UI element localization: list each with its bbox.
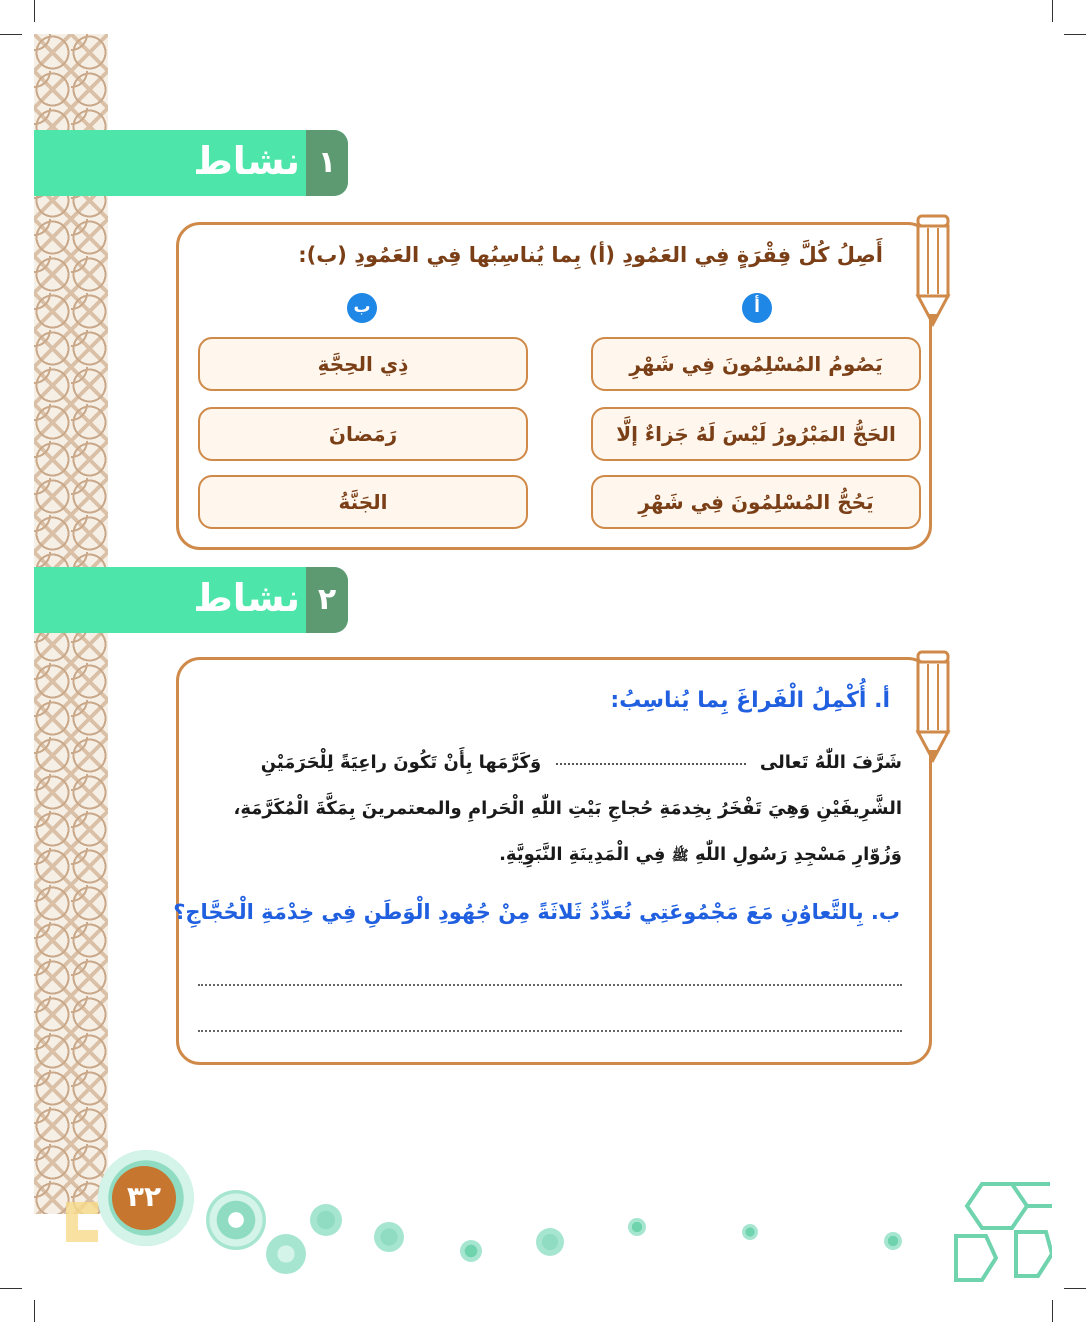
answer-line[interactable] <box>198 984 902 986</box>
crop-mark <box>1064 1288 1086 1289</box>
publisher-logo-icon <box>58 1196 106 1248</box>
part-a-text: أُكْمِلُ الْفَراغَ بِما يُناسِبُ: <box>610 688 867 713</box>
activity-1-banner <box>34 130 348 196</box>
answer-line[interactable] <box>198 1030 902 1032</box>
crop-mark <box>0 34 22 35</box>
pencil-icon <box>914 214 952 328</box>
activity-1-number: ١ <box>306 130 348 196</box>
activity-2-number: ٢ <box>306 567 348 633</box>
column-a-item[interactable]: الحَجُّ المَبْرُورُ لَيْسَ لَهُ جَزاءٌ إلَّا <box>591 407 921 461</box>
paragraph-line-3 <box>196 832 902 879</box>
column-b-item[interactable]: رَمَضانَ <box>198 407 528 461</box>
line-1-start: شَرَّفَ اللّٰهُ تَعالى <box>759 752 902 773</box>
crop-mark <box>1052 0 1053 22</box>
part-a-instruction <box>610 688 890 713</box>
column-b-item[interactable]: الجَنَّةُ <box>198 475 528 529</box>
paragraph-line-2: الشَّرِيفَيْنِ وَهِيَ تَفْخَرُ بِخِدمَةِ حُجاجِ بَيْتِ اللّٰهِ الْحَرامِ والمعتمرينَ بِمَكَّةَ الْمُكَرَّمَةِ، <box>233 798 902 819</box>
crop-mark <box>0 1288 22 1289</box>
column-a-item[interactable]: يَصُومُ المُسْلِمُونَ فِي شَهْرِ <box>591 337 921 391</box>
part-b-text: بِالتَّعاوُنِ مَعَ مَجْمُوعَتِي نُعَدِّدُ ثَلاثَةً مِنْ جُهُودِ الْوَطَنِ فِي خِدْمَةِ الْحُجَّاجِ؟ <box>173 900 864 924</box>
flower-ornament <box>884 1232 902 1250</box>
activity-1-instruction: أَصِلُ كُلَّ فِقْرَةٍ فِي العَمُودِ (أ) بِما يُناسِبُها فِي العَمُودِ (ب): <box>298 243 883 267</box>
flower-ornament <box>628 1218 646 1236</box>
line-1-end: وَكَرَّمَها بِأَنْ تَكُونَ راعِيَةً لِلْحَرَمَيْنِ <box>260 752 542 773</box>
crop-mark <box>1052 1300 1053 1322</box>
activity-1-title: نشاط <box>193 139 300 183</box>
column-a-item[interactable]: يَحُجُّ المُسْلِمُونَ فِي شَهْرِ <box>591 475 921 529</box>
part-a-label: أ. <box>874 688 890 713</box>
page-number: ٣٢ <box>112 1166 176 1230</box>
column-b-item[interactable]: ذِي الحِجَّةِ <box>198 337 528 391</box>
line-3-end: فِي الْمَدِينَةِ النَّبَوِيَّةِ. <box>499 844 666 865</box>
flower-ornament <box>206 1190 266 1250</box>
blank-field[interactable] <box>556 762 746 765</box>
crop-mark <box>34 0 35 22</box>
part-b-label: ب. <box>870 900 900 924</box>
flower-ornament <box>374 1222 404 1252</box>
crop-mark <box>1064 34 1086 35</box>
pencil-icon <box>914 650 952 764</box>
column-a-badge: أ <box>742 293 772 323</box>
line-3-start: وَزُوّارِ مَسْجِدِ رَسُولِ اللّٰهِ <box>694 844 902 865</box>
part-b-question <box>173 900 900 924</box>
flower-ornament <box>310 1204 342 1236</box>
geometric-ornament <box>952 1176 1052 1286</box>
flower-ornament <box>460 1240 482 1262</box>
column-b-badge: ب <box>347 293 377 323</box>
flower-ornament <box>742 1224 758 1240</box>
honorific-symbol: ﷺ <box>671 848 689 864</box>
flower-ornament <box>266 1234 306 1274</box>
fill-blank-paragraph <box>196 740 902 879</box>
flower-ornament <box>536 1228 564 1256</box>
activity-1-panel <box>176 222 932 550</box>
crop-mark <box>34 1300 35 1322</box>
paragraph-line-1 <box>196 740 902 786</box>
activity-2-banner <box>34 567 348 633</box>
activity-2-title: نشاط <box>193 576 300 620</box>
